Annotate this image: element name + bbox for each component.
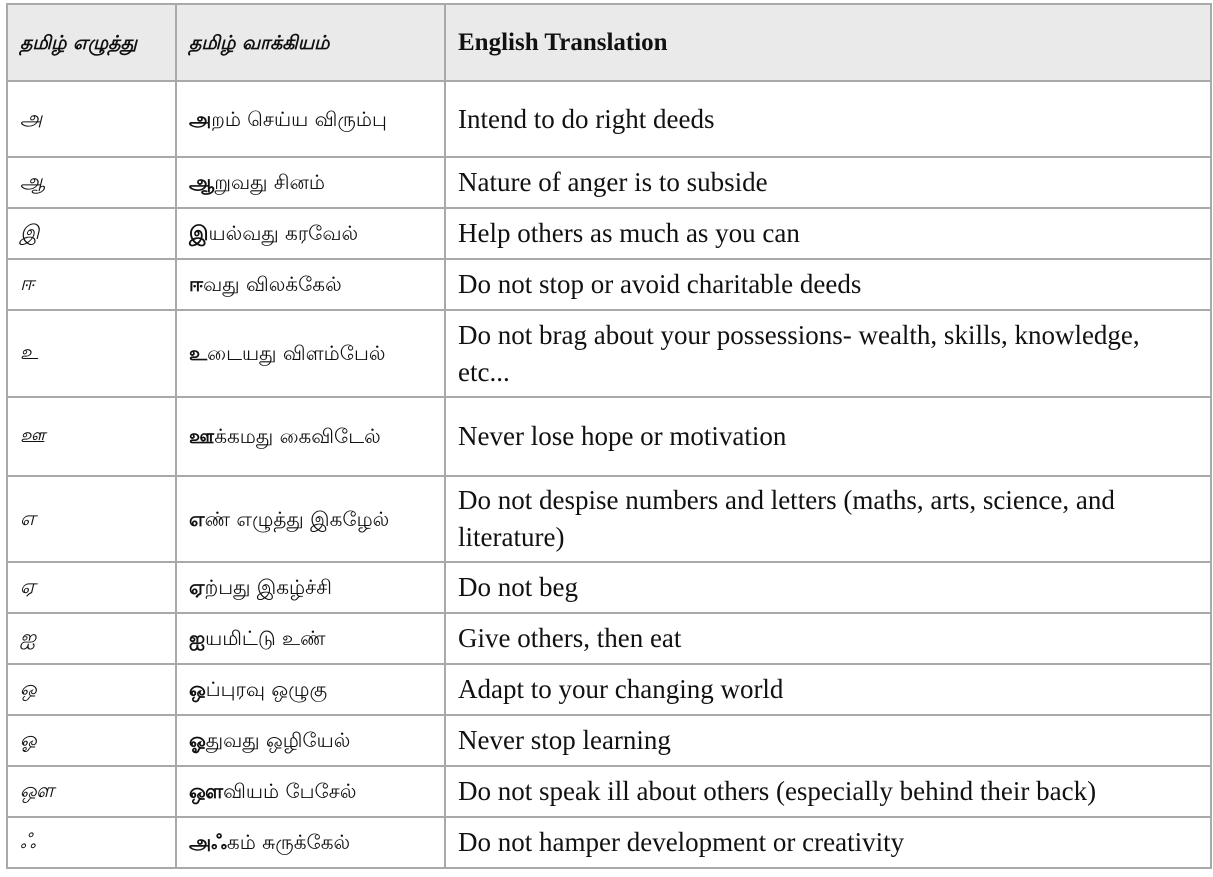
phrase-initial-letter: ஏ bbox=[189, 575, 205, 599]
english-translation-cell: Do not beg bbox=[445, 562, 1211, 613]
english-translation-cell: Do not speak ill about others (especially behind their back) bbox=[445, 766, 1211, 817]
table-row bbox=[7, 817, 1211, 868]
table-row bbox=[7, 81, 1211, 157]
tamil-phrase-cell bbox=[176, 766, 445, 817]
phrase-initial-letter: ஒ bbox=[189, 677, 206, 701]
header-row bbox=[7, 4, 1211, 81]
phrase-remainder: ற்பது இகழ்ச்சி bbox=[204, 575, 332, 599]
table-row bbox=[7, 766, 1211, 817]
tamil-phrase-cell bbox=[176, 664, 445, 715]
english-translation-cell: Nature of anger is to subside bbox=[445, 157, 1211, 208]
table-row bbox=[7, 664, 1211, 715]
tamil-phrase-cell bbox=[176, 157, 445, 208]
english-translation-cell: Do not despise numbers and letters (maths, arts, science, and literature) bbox=[445, 476, 1211, 562]
tamil-aathichoodi-table bbox=[6, 3, 1212, 869]
tamil-letter-cell: ஆ bbox=[7, 157, 176, 208]
tamil-phrase-cell bbox=[176, 817, 445, 868]
english-translation-cell: Do not stop or avoid charitable deeds bbox=[445, 259, 1211, 310]
phrase-remainder: கம் சுருக்கேல் bbox=[226, 830, 351, 854]
tamil-letter-cell: ஃ bbox=[7, 817, 176, 868]
tamil-phrase-cell bbox=[176, 562, 445, 613]
phrase-initial-letter: உ bbox=[189, 341, 208, 365]
table-row bbox=[7, 715, 1211, 766]
phrase-remainder: யல்வது கரவேல் bbox=[208, 221, 359, 245]
tamil-letter-cell: உ bbox=[7, 310, 176, 397]
table-row bbox=[7, 259, 1211, 310]
tamil-letter-cell: இ bbox=[7, 208, 176, 259]
tamil-letter-cell: ஔ bbox=[7, 766, 176, 817]
header-tamil-phrase: தமிழ் வாக்கியம் bbox=[176, 4, 445, 81]
tamil-letter-cell: ஒ bbox=[7, 664, 176, 715]
phrase-initial-letter: ஔ bbox=[189, 779, 224, 803]
header-english-translation: English Translation bbox=[445, 4, 1211, 81]
phrase-initial-letter: அ bbox=[189, 106, 212, 131]
english-translation-cell: Never stop learning bbox=[445, 715, 1211, 766]
tamil-letter-cell: ஏ bbox=[7, 562, 176, 613]
tamil-phrase-cell bbox=[176, 397, 445, 476]
phrase-initial-letter: இ bbox=[189, 221, 209, 245]
english-translation-cell: Never lose hope or motivation bbox=[445, 397, 1211, 476]
english-translation-cell: Adapt to your changing world bbox=[445, 664, 1211, 715]
phrase-remainder: றம் செய்ய விரும்பு bbox=[211, 106, 387, 131]
phrase-initial-letter: ஐ bbox=[189, 626, 206, 650]
phrase-initial-letter: எ bbox=[189, 506, 205, 531]
tamil-letter-cell: அ bbox=[7, 81, 176, 157]
table-body bbox=[7, 81, 1211, 868]
tamil-letter-cell: ஓ bbox=[7, 715, 176, 766]
english-translation-cell: Do not brag about your possessions- wealth, skills, knowledge, etc... bbox=[445, 310, 1211, 397]
english-translation-cell: Intend to do right deeds bbox=[445, 81, 1211, 157]
table-row bbox=[7, 310, 1211, 397]
phrase-remainder: ண் எழுத்து இகழேல் bbox=[204, 506, 390, 531]
phrase-remainder: யமிட்டு உண் bbox=[205, 626, 326, 650]
phrase-remainder: வது விலக்கேல் bbox=[203, 272, 342, 296]
phrase-initial-letter: ஊ bbox=[189, 424, 215, 448]
phrase-remainder: றுவது சினம் bbox=[214, 170, 326, 194]
table-row bbox=[7, 562, 1211, 613]
tamil-phrase-cell bbox=[176, 310, 445, 397]
tamil-phrase-cell bbox=[176, 476, 445, 562]
tamil-letter-cell: எ bbox=[7, 476, 176, 562]
tamil-phrase-cell bbox=[176, 259, 445, 310]
tamil-phrase-cell bbox=[176, 715, 445, 766]
header-tamil-letter: தமிழ் எழுத்து bbox=[7, 4, 176, 81]
phrase-initial-letter: ஈ bbox=[189, 272, 204, 296]
english-translation-cell: Give others, then eat bbox=[445, 613, 1211, 664]
phrase-remainder: க்கமது கைவிடேல் bbox=[214, 424, 381, 448]
phrase-initial-letter: ஆ bbox=[189, 170, 215, 194]
phrase-remainder: வியம் பேசேல் bbox=[223, 779, 357, 803]
phrase-initial-letter: அஃ bbox=[189, 830, 227, 854]
phrase-remainder: டையது விளம்பேல் bbox=[207, 341, 386, 365]
english-translation-cell: Do not hamper development or creativity bbox=[445, 817, 1211, 868]
tamil-letter-cell: ஈ bbox=[7, 259, 176, 310]
tamil-phrase-cell bbox=[176, 613, 445, 664]
tamil-phrase-cell bbox=[176, 208, 445, 259]
phrase-initial-letter: ஓ bbox=[189, 728, 206, 752]
tamil-letter-cell: ஐ bbox=[7, 613, 176, 664]
table-row bbox=[7, 157, 1211, 208]
table-row bbox=[7, 397, 1211, 476]
tamil-letter-cell: ஊ bbox=[7, 397, 176, 476]
table-row bbox=[7, 208, 1211, 259]
phrase-remainder: துவது ஒழியேல் bbox=[205, 728, 351, 752]
phrase-remainder: ப்புரவு ஒழுகு bbox=[205, 677, 328, 701]
english-translation-cell: Help others as much as you can bbox=[445, 208, 1211, 259]
table-row bbox=[7, 613, 1211, 664]
table-row bbox=[7, 476, 1211, 562]
tamil-phrase-cell bbox=[176, 81, 445, 157]
